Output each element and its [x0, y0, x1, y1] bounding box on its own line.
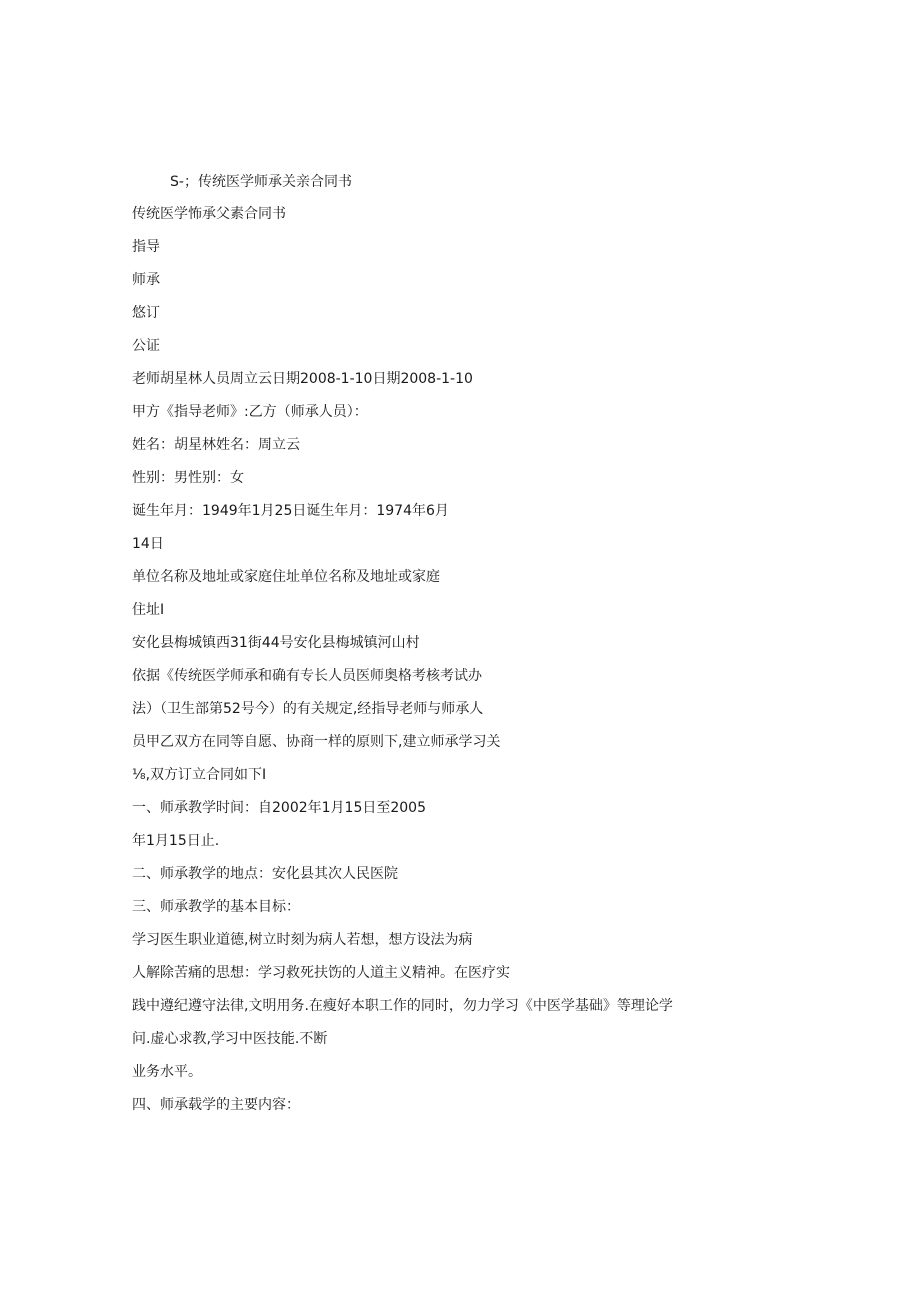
section-heading: 一、师承教学时间：自2002年1月15日至2005 [132, 800, 426, 816]
text-line: 业务水平。 [132, 1064, 202, 1080]
section-heading: 三、师承教学的基本目标： [132, 899, 300, 915]
section-heading: 四、师承载学的主要内容： [132, 1097, 300, 1113]
text-line: 问.虚心求教,学习中医技能.不断 [132, 1031, 328, 1047]
text-line: 依据《传统医学师承和确有专长人员医师奥格考核考试办 [132, 668, 482, 684]
text-line: 指导 [132, 239, 160, 255]
text-line: 诞生年月：1949年1月25日诞生年月：1974年6月 [132, 503, 449, 519]
text-line: 人解除苦痛的思想：学习救死扶饬的人道主义精神。在医疗实 [132, 965, 510, 981]
text-line: 员甲乙双方在同等自愿、协商一样的原则下,建立师承学习关 [132, 734, 501, 750]
text-line: 公证 [132, 338, 160, 354]
text-line: 法）（卫生部第52号今）的有关规定,经指导老师与师承人 [132, 701, 484, 717]
text-line: 学习医生职业道德,树立时刻为病人若想，想方设法为病 [132, 932, 473, 948]
document-title: 传统医学怖承父素合同书 [132, 206, 286, 222]
text-line: 安化县梅城镇西31街44号安化县梅城镇河山村 [132, 635, 420, 651]
text-line: 姓名：胡星林姓名：周立云 [132, 437, 300, 453]
text-line: 14日 [132, 536, 164, 552]
text-line: 住址I [132, 602, 165, 618]
text-line: 老师胡星林人员周立云日期2008-1-10日期2008-1-10 [132, 371, 473, 387]
text-line: 甲方《指导老师》:乙方（师承人员）： [132, 404, 368, 420]
text-line: 单位名称及地址或家庭住址单位名称及地址或家庭 [132, 569, 440, 585]
text-line: 师承 [132, 272, 160, 288]
text-line: 年1月15日止. [132, 833, 220, 849]
document-header: S-；传统医学师承关亲合同书 [170, 174, 352, 190]
section-heading: 二、师承教学的地点：安化县其次人民医院 [132, 866, 398, 882]
text-line: ⅛,双方订立合同如下I [132, 767, 267, 783]
text-line: 践中遵纪遵守法律,文明用务.在瘦好本职工作的同时，勿力学习《中医学基础》等理论学 [132, 998, 673, 1014]
text-line: 悠订 [132, 305, 160, 321]
text-line: 性别：男性别：女 [132, 470, 244, 486]
